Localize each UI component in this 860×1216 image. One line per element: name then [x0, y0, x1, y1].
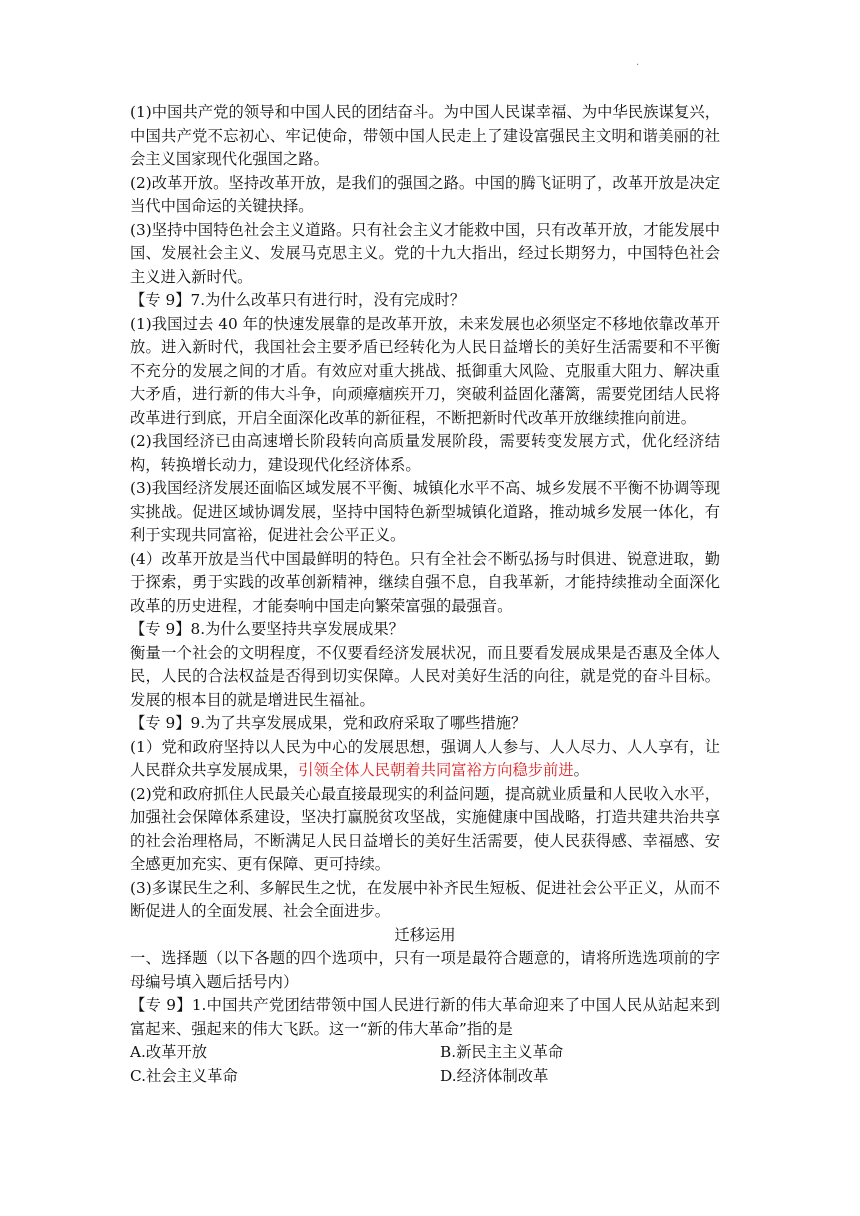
option-d: D.经济体制改革 [440, 1066, 549, 1085]
reason-3-paragraph: (3)坚持中国特色社会主义道路。只有社会主义才能救中国，只有改革开放，才能发展中国、发展社会主义、发展马克思主义。党的十九大指出，经过长期努力，中国特色社会主义进入新时代。 [130, 220, 720, 286]
page-marker: . [636, 57, 640, 68]
question-1-stem: 【专 9】1.中国共产党团结带领中国人民进行新的伟大革命迎来了中国人民从站起来到富起来、强起来的伟大飞跃。这一“新的伟大革命”指的是 [130, 996, 720, 1038]
reason-2-paragraph: (2)改革开放。坚持改革开放，是我们的强国之路。中国的腾飞证明了，改革开放是决定当代中国命运的关键抉择。 [130, 173, 720, 215]
reason-1-paragraph: (1)中国共产党的领导和中国人民的团结奋斗。为中国人民谋幸福、为中华民族谋复兴，中国共产党不忘初心、牢记使命，带领中国人民走上了建设富强民主文明和谐美丽的社会主义国家现代化强国之路。 [130, 103, 720, 168]
question-9-heading: 【专 9】9.为了共享发展成果，党和政府采取了哪些措施？ [130, 714, 527, 732]
q7-answer-4: (4）改革开放是当代中国最鲜明的特色。只有全社会不断弘扬与时俱进、锐意进取，勤于探索，勇于实践的改革创新精神，继续自强不息，自我革新，才能持续推动全面深化改革的历史进程，才能奏响中国走向繁荣富强的最强音。 [130, 549, 720, 615]
option-c: C.社会主义革命 [130, 1066, 238, 1085]
q7-answer-1: (1)我国过去 40 年的快速发展靠的是改革开放，未来发展也必须坚定不移地依靠改革开放。进入新时代，我国社会主要矛盾已经转化为人民日益增长的美好生活需要和不平衡不充分的发展之间的才盾。有效应对重大挑战、抵御重大风险、克服重大阻力、解决重大矛盾，进行新的伟大斗争，向顽瘴痼疾开刀，突破利益固化藩篱，需要党团结人民将改革进行到底，开启全面深化改革的新征程，不断把新时代改革开放继续推向前进。 [130, 314, 720, 427]
option-a: A.改革开放 [130, 1043, 208, 1061]
q9-answer-3: (3)多谋民生之利、多解民生之忧，在发展中补齐民生短板、促进社会公平正义，从而不断促进人的全面发展、社会全面进步。 [130, 878, 720, 920]
q9-answer-2: (2)党和政府抓住人民最关心最直接最现实的利益问题，提高就业质量和人民收入水平，加强社会保障体系建设，坚决打赢脱贫攻坚战，实施健康中国战略，打造共建共治共享的社会治理格局，不断满足人民日益增长的美好生活需要，使人民获得感、幸福感、安全感更加充实、更有保障、更可持续。 [130, 784, 720, 873]
q9-answer-1 [130, 736, 720, 783]
document-body [130, 101, 720, 1088]
question-8-heading: 【专 9】8.为什么要坚持共享发展成果？ [130, 620, 404, 638]
q7-answer-2: (2)我国经济已由高速增长阶段转向高质量发展阶段，需要转变发展方式，优化经济结构，转换增长动力，建设现代化经济体系。 [130, 432, 720, 474]
q9-answer-1-text: (1）党和政府坚持以人民为中心的发展思想，强调人人参与、人人尽力、人人享有，让人民群众共享发展成果， [130, 737, 720, 779]
section-title: 迁移运用 [394, 925, 456, 944]
highlighted-text: 引领全体人民朝着共同富裕方向稳步前进 [298, 761, 574, 779]
q8-answer: 衡量一个社会的文明程度，不仅要看经济发展状况，而且要看发展成果是否惠及全体人民，人民的合法权益是否得到切实保障。人民对美好生活的向往，就是党的奋斗目标。发展的根本目的就是增进民生福祉。 [130, 643, 720, 709]
question-7-heading: 【专 9】7.为什么改革只有进行时，没有完成时？ [130, 291, 466, 309]
answer-options [130, 1041, 720, 1088]
q9-answer-1-end: 。 [573, 761, 589, 779]
option-b: B.新民主主义革命 [440, 1043, 564, 1061]
q7-answer-3: (3)我国经济发展还面临区域发展不平衡、城镇化水平不高、城乡发展不平衡不协调等现实挑战。促进区域协调发展，坚持中国特色新型城镇化道路，推动城乡发展一体化，有利于实现共同富裕，促进社会公平正义。 [130, 479, 720, 544]
mcq-instructions: 一、选择题（以下各题的四个选项中，只有一项是最符合题意的，请将所选选项前的字母编号填入题后括号内） [130, 949, 720, 991]
